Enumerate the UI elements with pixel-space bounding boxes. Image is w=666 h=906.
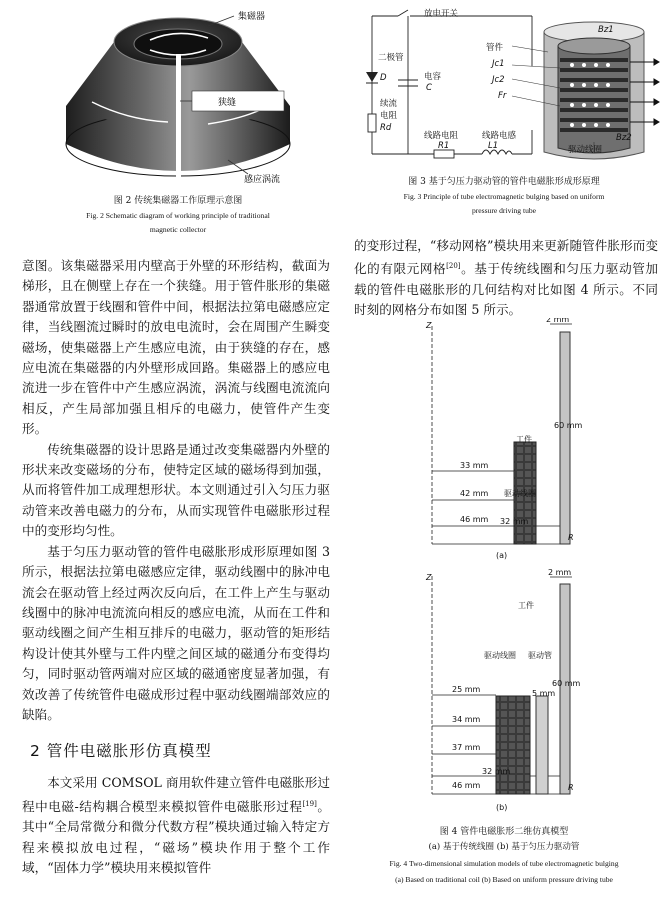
fig4a-r: R xyxy=(568,533,574,542)
right-paragraph-1 xyxy=(354,236,658,321)
paragraph-1: 意图。该集磁器采用内壁高于外壁的环形结构，截面为梯形，且在侧壁上存在一个狭缝。用于管件胀形的集磁器通常放置于线圈和管件中间，根据法拉第电磁感应定律，当线圈流过瞬时的放电电流时，会在周围产生瞬变磁场，使集磁器上产生感应电流，由于狭缝的存在，感应电流在集磁器的内外壁形成回路。集磁器上的感应电流进一步在管件中产生感应涡流，涡流与线圈电流流向相反，产生局部加强且相斥的电磁力，使管件产生变形。 xyxy=(22,258,330,437)
label-collector: 集磁器 xyxy=(238,12,266,22)
fig4b-drive: 驱动管 xyxy=(528,651,552,660)
label-rd-1: 续流 xyxy=(380,99,398,109)
fig4a-d3: 46 mm xyxy=(460,515,489,524)
fig4a-d2: 42 mm xyxy=(460,489,489,498)
fig4b-tube: 工件 xyxy=(518,601,534,610)
fig4a-coil: 驱动线圈 xyxy=(504,489,536,498)
paragraph-4-part-1: 本文采用 COMSOL 商用软件建立管件电磁胀形过程中电磁-结构耦合模型来模拟管件电磁胀形过程 xyxy=(22,775,330,814)
fig4-models xyxy=(420,318,590,818)
fig4-caption-sub: (a) 基于传统线圈 (b) 基于匀压力驱动管 xyxy=(428,842,580,852)
label-tube: 管件 xyxy=(486,43,504,53)
fig4b-coil-h: 32 mm xyxy=(482,767,511,776)
right-paragraph-part-2: 。基于传统线圈和匀压力驱动管加载的管件电磁胀形的几何结构对比如图 4 所示。不同时刻的网格分布如图 5 所示。 xyxy=(354,261,659,318)
fig4b-coil: 驱动线圈 xyxy=(484,651,516,660)
fig4a-z: Z xyxy=(426,321,432,330)
fig4a-coil-h: 32 mm xyxy=(500,517,529,526)
fig3-caption-cn: 图 3 基于匀压力驱动管的管件电磁胀形成形原理 xyxy=(408,177,600,187)
label-r1-1: 线路电阻 xyxy=(424,131,459,141)
circuit-diagram xyxy=(362,2,662,168)
fig4b-height: 60 mm xyxy=(552,679,581,688)
fig4b-d1: 25 mm xyxy=(452,685,481,694)
label-diode-1: 二极管 xyxy=(378,53,404,63)
label-cap-1: 电容 xyxy=(424,72,442,82)
paragraph-4-part-2: 。其中“全局常微分和微分代数方程”模块通过输入特定方程来模拟放电过程，“磁场”模块作用于整个工作域，“固体力学”模块用来模拟管件 xyxy=(22,798,331,876)
label-jc2: Jc2 xyxy=(492,75,505,85)
fig4a-thick: 2 mm xyxy=(546,318,570,324)
figure-2 xyxy=(58,2,298,192)
fig3-caption-en-1: Fig. 3 Principle of tube electromagnetic bulging based on uniform xyxy=(403,192,605,201)
right-column xyxy=(354,236,658,321)
right-paragraph-ref: [20] xyxy=(446,262,461,271)
fig4b-z: Z xyxy=(426,573,432,582)
fig4b-d2: 34 mm xyxy=(452,715,481,724)
figure-3 xyxy=(362,2,662,168)
right-paragraph-part-1: 的变形过程，“移动网格”模块用来更新随管件胀形而变化的有限元网格 xyxy=(354,238,658,277)
label-slit: 狭缝 xyxy=(218,98,237,108)
fig4a-height: 60 mm xyxy=(554,421,583,430)
label-bz2: Bz2 xyxy=(616,133,632,143)
fig4b-thick: 2 mm xyxy=(548,568,572,577)
paragraph-3: 基于匀压力驱动管的管件电磁胀形成形原理如图 3 所示，根据法拉第电磁感应定律，驱动线圈中的脉冲电流会在驱动管上经过两次反向后，在工件上产生与驱动线圈中的脉冲电流流向相反的感应电流，从而在工件和驱动线圈之间产生相互排斥的电磁力，驱动管的矩形结构设计使其外壁与工件内壁之间区域的磁通分布变得均匀，同时驱动管两端对应区域的磁通密度显著加强，有效改善了传统管件电磁成形过程中驱动线圈端部效应的缺陷。 xyxy=(22,543,330,722)
fig3-caption-en-2: pressure driving tube xyxy=(471,206,537,215)
label-fr: Fr xyxy=(498,91,507,101)
fig2-caption-en-1: Fig. 2 Schematic diagram of working principle of traditional xyxy=(86,211,270,220)
fig4-caption-cn: 图 4 管件电磁胀形二维仿真模型 xyxy=(439,827,569,837)
fig4b-label: (b) xyxy=(496,803,508,812)
label-diode-2: D xyxy=(380,73,387,83)
paragraph-4-ref: [19] xyxy=(302,799,317,808)
label-r1-2: R1 xyxy=(438,141,450,151)
fig2-caption-cn: 图 2 传统集磁器工作原理示意图 xyxy=(113,196,243,206)
label-l1-1: 线路电感 xyxy=(482,131,517,141)
label-switch: 放电开关 xyxy=(424,9,459,19)
figure-4 xyxy=(420,318,590,818)
section-heading: 2 管件电磁胀形仿真模型 xyxy=(30,742,212,761)
label-bz1: Bz1 xyxy=(598,25,614,35)
fig4a-label: (a) xyxy=(496,551,508,560)
fig4-caption-en: Fig. 4 Two-dimensional simulation models of tube electromagnetic bulging xyxy=(389,859,619,868)
fig4-caption-en-sub: (a) Based on traditional coil (b) Based on uniform pressure driving tube xyxy=(395,875,613,884)
label-cap-2: C xyxy=(426,83,432,93)
label-rd-3: Rd xyxy=(380,123,392,133)
label-rd-2: 电阻 xyxy=(380,111,398,121)
paragraph-4 xyxy=(22,773,330,878)
label-jc1: Jc1 xyxy=(492,59,505,69)
label-l1-2: L1 xyxy=(488,141,499,151)
fig4a-d1: 33 mm xyxy=(460,461,489,470)
fig4b-d0: 5 mm xyxy=(532,689,556,698)
paragraph-2: 传统集磁器的设计思路是通过改变集磁器内外壁的形状来改变磁场的分布，使特定区域的磁场得到加强，从而将管件加工成理想形状。本文则通过引入匀压力驱动管来改善电磁力的分布，从而实现管件电磁胀形过程中的变形均匀性。 xyxy=(22,441,330,539)
fig2-caption-en-2: magnetic collector xyxy=(149,225,207,234)
label-eddy: 感应涡流 xyxy=(244,175,281,185)
label-coil: 驱动线圈 xyxy=(568,145,603,155)
fig4b-r: R xyxy=(568,783,574,792)
fig4b-d3: 37 mm xyxy=(452,743,481,752)
collector-illustration xyxy=(58,2,298,192)
fig4b-d4: 46 mm xyxy=(452,781,481,790)
fig4a-tube: 工件 xyxy=(516,435,532,444)
left-column xyxy=(22,256,330,879)
